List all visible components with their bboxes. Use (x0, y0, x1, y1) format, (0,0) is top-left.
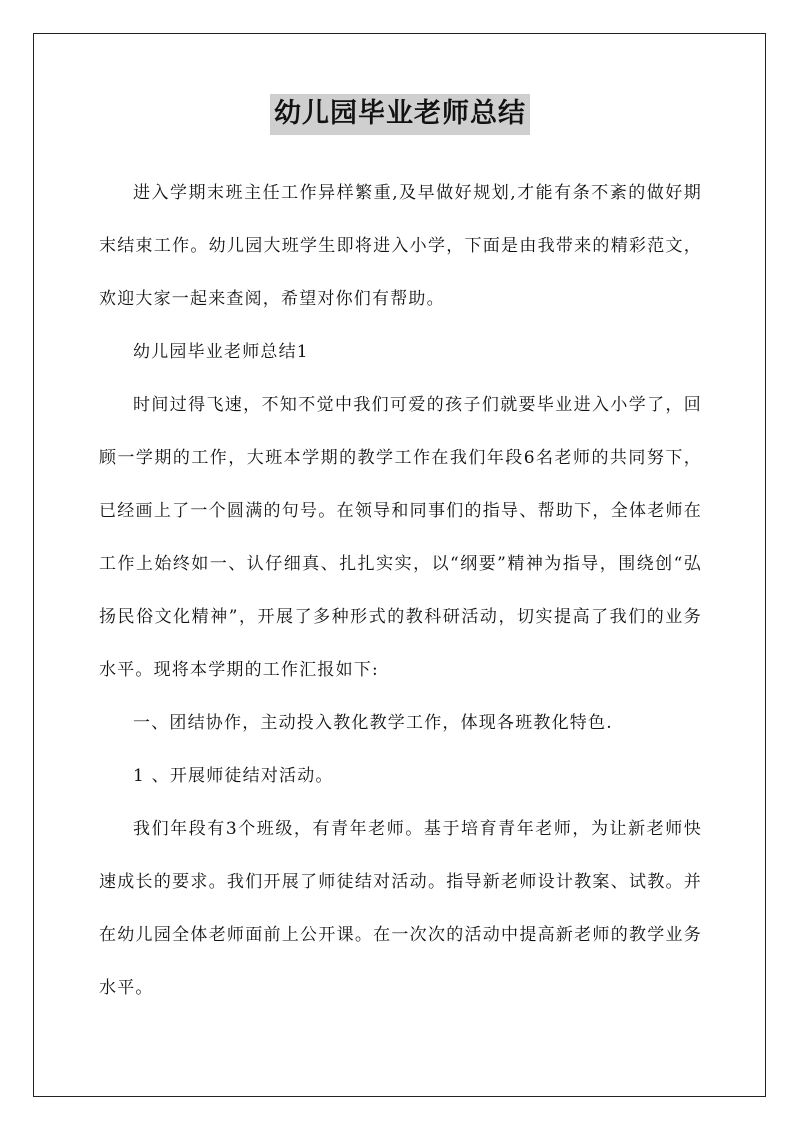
list-item-heading: 1 、开展师徒结对活动。 (133, 766, 334, 786)
intro-paragraph: 进入学期末班主任工作异样繁重,及早做好规划,才能有条不紊的做好期末结束工作。幼儿园大班学生即将进入小学，下面是由我带来的精彩范文，欢迎大家一起来查阅，希望对你们有帮助。 (99, 183, 702, 309)
document-title: 幼儿园毕业老师总结 (270, 94, 530, 135)
subsection-heading: 一、团结协作，主动投入教化教学工作，体现各班教化特色. (133, 713, 613, 733)
section-heading: 幼儿园毕业老师总结1 (133, 342, 309, 362)
document-body (99, 167, 702, 1015)
title-container (0, 94, 800, 135)
body-paragraph: 我们年段有3个班级，有青年老师。基于培育青年老师，为让新老师快速成长的要求。我们开展了师徒结对活动。指导新老师设计教案、试教。并在幼儿园全体老师面前上公开课。在一次次的活动中提高新老师的教学业务水平。 (99, 819, 702, 998)
body-paragraph: 时间过得飞速，不知不觉中我们可爱的孩子们就要毕业进入小学了，回顾一学期的工作，大班本学期的教学工作在我们年段6名老师的共同努下，已经画上了一个圆满的句号。在领导和同事们的指导、帮助下，全体老师在工作上始终如一、认仔细真、扎扎实实，以“纲要”精神为指导，围绕创“弘扬民俗文化精神”，开展了多种形式的教科研活动，切实提高了我们的业务水平。现将本学期的工作汇报如下: (99, 395, 702, 680)
